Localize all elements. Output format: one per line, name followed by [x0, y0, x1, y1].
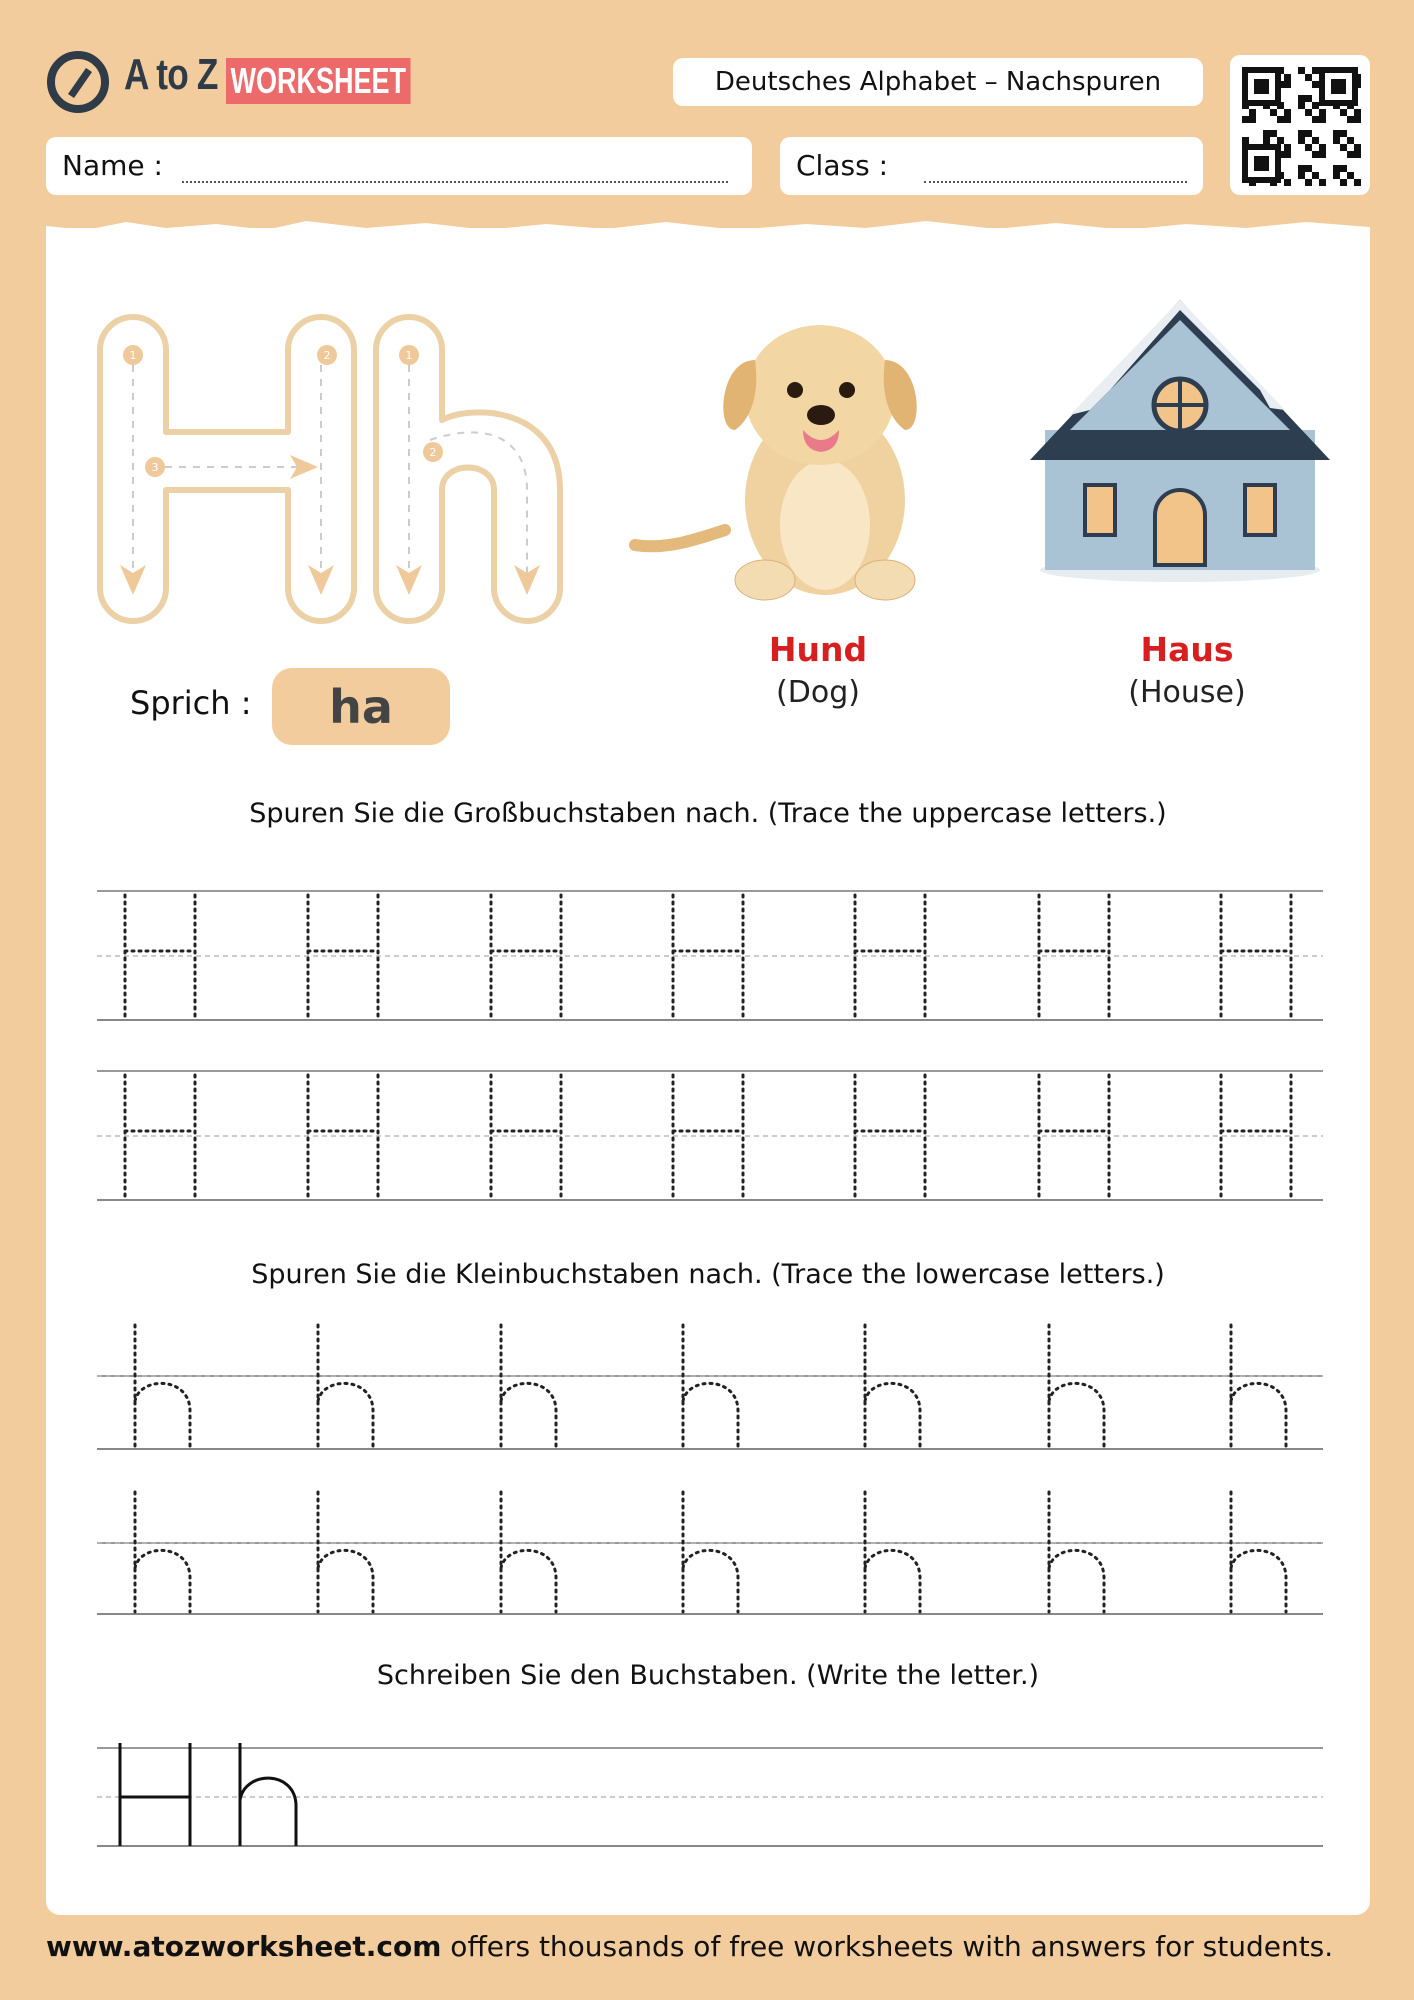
instruction-write: Schreiben Sie den Buchstaben. (Write the letter.): [376, 1660, 1040, 1691]
instruction-uppercase: Spuren Sie die Großbuchstaben nach. (Trace the uppercase letters.): [249, 798, 1167, 829]
stroke-number: 1: [129, 349, 137, 362]
stroke-number: 2: [323, 349, 331, 362]
word-english: (House): [1128, 675, 1246, 710]
trace-letter-lowercase: [135, 1492, 190, 1612]
trace-letter-lowercase: [501, 1492, 556, 1612]
logo-badge: WORKSHEET: [226, 58, 411, 104]
word-german: Haus: [1140, 630, 1234, 669]
word-english: (Dog): [776, 675, 860, 710]
instruction-lowercase: Spuren Sie die Kleinbuchstaben nach. (Trace the lowercase letters.): [251, 1259, 1165, 1290]
trace-letter-lowercase: [318, 1325, 373, 1447]
trace-letter-lowercase: [865, 1325, 920, 1447]
trace-letter-lowercase: [1049, 1325, 1104, 1447]
footer-link[interactable]: www.atozworksheet.com: [46, 1930, 442, 1963]
trace-letter-lowercase: [1049, 1492, 1104, 1612]
footer: [46, 1930, 1333, 1963]
stroke-number: 2: [429, 446, 437, 459]
trace-letter-lowercase: [501, 1325, 556, 1447]
example-letter-uppercase: [120, 1743, 190, 1846]
trace-letter-lowercase: [683, 1492, 738, 1612]
pronounce-value: ha: [272, 668, 450, 745]
trace-letter-lowercase: [318, 1492, 373, 1612]
stroke-number: 3: [151, 461, 159, 474]
trace-letter-lowercase: [1231, 1325, 1286, 1447]
trace-letter-lowercase: [135, 1325, 190, 1447]
trace-letter-lowercase: [865, 1492, 920, 1612]
footer-text: offers thousands of free worksheets with answers for students.: [441, 1930, 1334, 1963]
name-label: Name :: [62, 149, 163, 182]
example-letter-lowercase: [240, 1743, 296, 1846]
trace-letter-lowercase: [683, 1325, 738, 1447]
word-german: Hund: [768, 630, 868, 669]
pronounce-label: Sprich :: [130, 684, 252, 722]
class-label: Class :: [796, 149, 888, 182]
worksheet-title: Deutsches Alphabet – Nachspuren: [673, 58, 1203, 106]
logo-text: A to Z: [124, 50, 218, 99]
trace-letter-lowercase: [1231, 1492, 1286, 1612]
stroke-number: 1: [405, 349, 413, 362]
